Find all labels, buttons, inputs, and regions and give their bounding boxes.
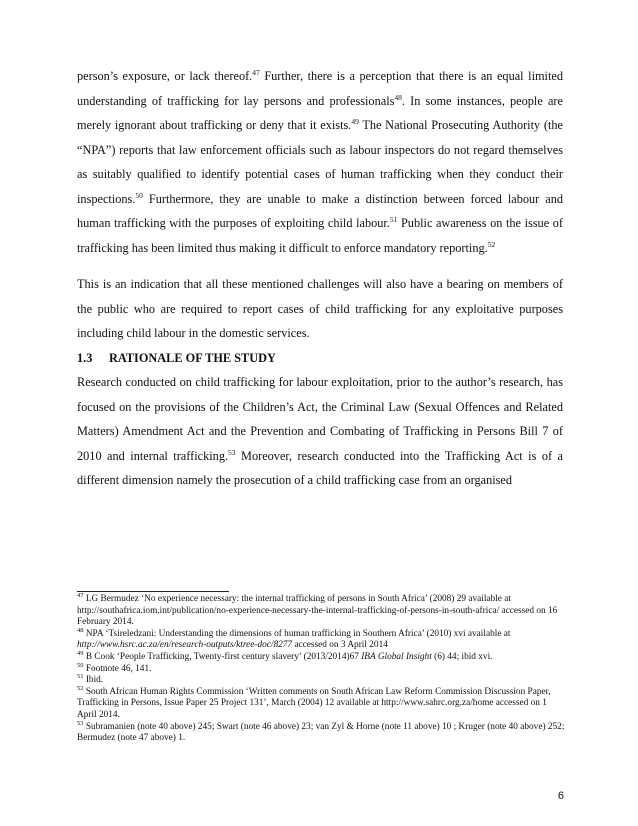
section-number: 1.3 <box>77 351 93 365</box>
footnote: $^{47}$ LG Bermudez ‘No experience necessary: the internal trafficking of persons in South Africa’ (2008) 29 available at http://southafrica.iom.int/publication/no-experience-necessary-the-internal-trafficking-of-persons-in-south-africa/ accessed on 16 February 2014. <box>77 591 558 628</box>
footnote-separator <box>77 591 229 592</box>
footnote-ref: 48 <box>394 92 402 102</box>
footnote-ref: 47 <box>252 67 260 77</box>
footnote-ref: 52 <box>77 684 84 692</box>
footnote-ref: 48 <box>77 626 84 634</box>
footnote-ref: 53 <box>228 447 236 457</box>
footnote-ref: 49 <box>351 116 359 126</box>
body-paragraph-1: person’s exposure, or lack thereof.$^{47}$ Further, there is a perception that there is an equal limited understanding of trafficking for lay persons and professionals$^{48}$. In some instances, people are merely ignorant about trafficking or deny that it exists.$^{49}$ The National Prosecuting Authority (the “NPA”) reports that law enforcement officials such as labour inspectors do not regard themselves as suitably qualified to identify potential cases of human trafficking when they conduct their inspections.$^{50}$ Furthermore, they are unable to make a distinction between forced labour and human trafficking with the purposes of exploiting child labour.$^{51}$ Public awareness on the issue of trafficking has been limited thus making it difficult to enforce mandatory reporting.$^{52}$ <box>77 67 563 255</box>
footnotes <box>77 591 567 745</box>
footnote: $^{48}$ NPA ‘Tsireledzani: Understanding the dimensions of human trafficking in Southern Africa’ (2010) xvi available at http://www.hsrc.ac.za/en/research-outputs/ktree-doc/8277 accessed on 3 April 2014 <box>77 626 511 651</box>
footnote: $^{50}$ Footnote 46, 141. <box>77 661 152 674</box>
body-paragraph-3: Research conducted on child trafficking for labour exploitation, prior to the author’s research, has focused on the provisions of the Children’s Act, the Criminal Law (Sexual Offences and Related Matters) Amendment Act and the Prevention and Combating of Trafficking in Persons Bill 7 of 2010 and internal trafficking.$^{53}$ Moreover, research conducted into the Trafficking Act is of a different dimension namely the prosecution of a child trafficking case from an organised <box>77 375 563 487</box>
italic-text: IBA Global Insight <box>361 651 432 662</box>
footnote: $^{49}$ B Cook ‘People Trafficking, Twenty-first century slavery’ (2013/2014)67 IBA Global Insight (6) 44; ibid xvi. <box>77 649 493 662</box>
footnote-ref: 47 <box>77 591 84 599</box>
section-heading <box>77 346 276 370</box>
page-number: 6 <box>557 790 564 802</box>
footnote-ref: 49 <box>77 649 84 657</box>
footnote: $^{53}$ Subramanien (note 40 above) 245; Swart (note 46 above) 23; van Zyl & Horne (note 11 above) 10 ; Kruger (note 40 above) 252; Bermudez (note 47 above) 1. <box>77 719 565 744</box>
footnote: $^{52}$ South African Human Rights Commission ‘Written comments on South African Law Reform Commission Discussion Paper, Trafficking in Persons, Issue Paper 25 Project 131’, March (2004) 12 available at http://www.sahrc.org.za/home accessed on 1 April 2014. <box>77 684 551 720</box>
footnote-ref: 50 <box>77 661 84 669</box>
section-title: RATIONALE OF THE STUDY <box>109 351 276 365</box>
footnote-ref: 53 <box>77 719 84 727</box>
footnote-ref: 51 <box>389 214 398 224</box>
footnote-ref: 50 <box>135 190 143 200</box>
footnote: $^{51}$ Ibid. <box>77 673 104 686</box>
italic-text: http://www.hsrc.ac.za/en/research-outputs/ktree-doc/8277 <box>77 640 293 651</box>
footnote-ref: 51 <box>77 673 84 681</box>
footnote-ref: 52 <box>487 239 496 249</box>
body-paragraph-2: This is an indication that all these mentioned challenges will also have a bearing on members of the public who are required to report cases of child trafficking for any exploitative purposes including child labour in the domestic services. <box>77 277 563 340</box>
